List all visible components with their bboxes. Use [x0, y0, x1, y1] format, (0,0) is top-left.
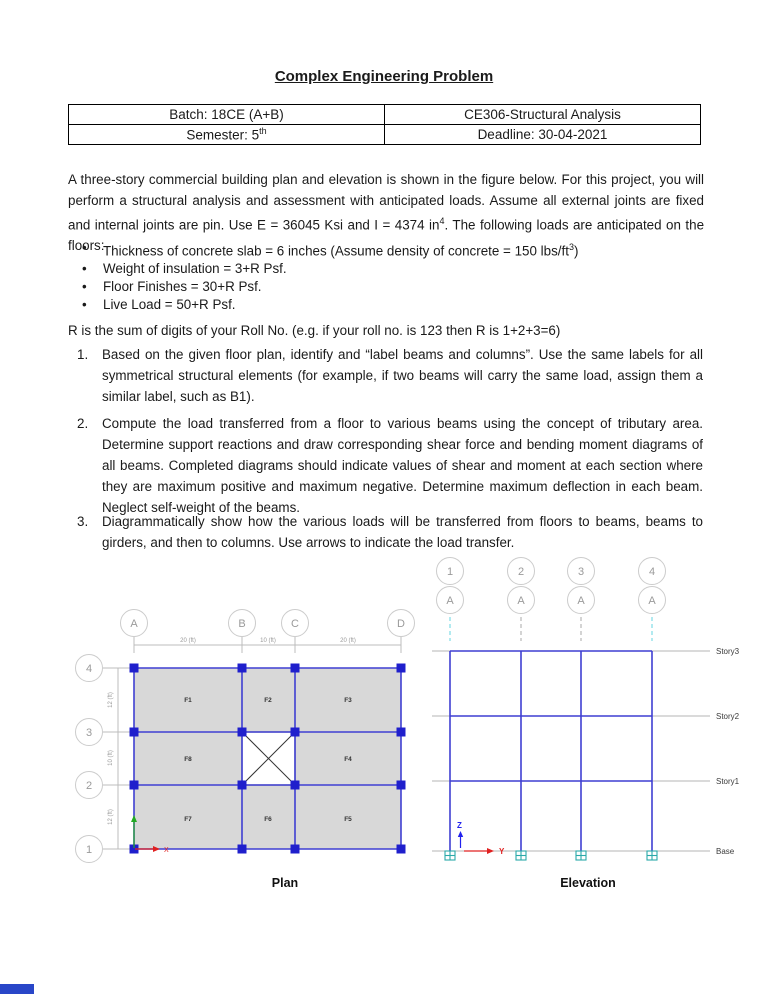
task-2	[77, 413, 703, 518]
task-number: 2.	[77, 416, 89, 431]
panel-label: F4	[344, 756, 352, 763]
semester-text: Semester: 5	[186, 127, 260, 143]
intro-text: A three-story commercial building plan and elevation is shown in the figure below. For this project, you will perform a structural analysis and assessment with anticipated loads. Assume all external joints are fixed and internal joints are pin. Use E = 36045 Ksi and I = 4374 in	[68, 172, 704, 233]
page-title: Complex Engineering Problem	[274, 68, 494, 85]
elevation-columns	[450, 651, 652, 851]
panel-label: F8	[184, 756, 192, 763]
panel-label: F3	[344, 697, 352, 704]
fixed-support-symbol	[576, 851, 586, 860]
task-1	[77, 344, 703, 407]
deadline-cell: Deadline: 30-04-2021	[385, 125, 701, 145]
plan-caption: Plan	[271, 876, 299, 890]
task-number: 1.	[77, 347, 89, 362]
task-number: 3.	[77, 514, 89, 529]
letter-bubble-label: A	[577, 595, 585, 607]
grid-bubble-label: 3	[577, 566, 585, 578]
base-supports	[445, 851, 657, 860]
grid-bubble-label: 2	[85, 780, 93, 792]
elevation-beams	[450, 651, 652, 781]
task-text: Based on the given floor plan, identify and “label beams and columns”. Use the same labels for all symmetrical structural elements (for example, if two beams will carry the same load, assign them a similar label, such as B1).	[102, 347, 703, 404]
story-reference-lines	[432, 647, 740, 856]
task-text: Compute the load transferred from a floor to various beams using the concept of tributary area. Determine support reactions and draw corresponding shear force and bending moment diagrams of all beams. Completed diagrams should indicate values of shear and moment at each section where they are maximum positive and maximum negative. Determine maximum deflection in each beam. Neglect self-weight of the beams.	[102, 416, 703, 515]
grid-bubble-label: C	[291, 618, 299, 630]
semester-superscript: th	[259, 126, 267, 137]
story-label: Story2	[716, 712, 740, 721]
slab-opening	[242, 732, 295, 785]
fixed-support-symbol	[647, 851, 657, 860]
grid-bubble-label: 2	[517, 566, 525, 578]
grid-bubble-label: 4	[85, 663, 93, 675]
load-slab-tail: )	[573, 243, 579, 259]
fixed-support-symbol	[445, 851, 455, 860]
story-label: Story1	[716, 777, 740, 786]
y-axis-label: Y	[499, 847, 505, 856]
dimension-label: 12 (ft)	[108, 809, 114, 825]
panel-label: F6	[264, 816, 272, 823]
grid-bubble-label: 3	[85, 727, 93, 739]
list-item: • Live Load = 50+R Psf.	[82, 296, 578, 314]
story-label: Story3	[716, 647, 740, 656]
intro-superscript: 4	[439, 216, 445, 226]
elevation-grid-bubbles	[437, 558, 666, 642]
loads-list	[82, 239, 578, 313]
top-dimension-line	[134, 638, 401, 645]
letter-bubble-label: A	[648, 595, 656, 607]
grid-bubble-label: B	[238, 618, 246, 630]
dimension-label: 10 (ft)	[260, 638, 276, 644]
table-row	[69, 125, 701, 145]
panel-label: F7	[184, 816, 192, 823]
z-axis-label: Z	[457, 821, 462, 830]
left-dimension-line	[108, 668, 125, 849]
figures-drawing	[0, 555, 768, 905]
letter-bubble-label: A	[446, 595, 454, 607]
course-cell: CE306-Structural Analysis	[385, 105, 701, 125]
panel-label: F5	[344, 816, 352, 823]
dimension-label: 20 (ft)	[340, 638, 356, 644]
grid-bubble-label: 1	[85, 844, 93, 856]
plan-figure	[76, 610, 415, 891]
intro-text-tail: . The following loads are anticipated on the floors:	[68, 217, 705, 254]
dimension-label: 20 (ft)	[180, 638, 196, 644]
semester-cell	[69, 125, 385, 145]
bottom-blue-bar	[0, 984, 34, 994]
story-label: Base	[716, 847, 735, 856]
list-item: • Weight of insulation = 3+R Psf.	[82, 260, 578, 278]
panel-label: F2	[264, 697, 272, 704]
grid-bubble-label: 4	[648, 566, 656, 578]
task-text: Diagrammatically show how the various loads will be transferred from floors to beams, beams to girders, and then to columns. Use arrows to indicate the load transfer.	[102, 514, 703, 550]
elevation-figure	[432, 647, 740, 890]
batch-cell: Batch: 18CE (A+B)	[69, 105, 385, 125]
dimension-label: 10 (ft)	[108, 750, 114, 766]
load-slab: Thickness of concrete slab = 6 inches (Assume density of concrete = 150 lbs/ft	[103, 243, 569, 259]
grid-bubble-label: 1	[446, 566, 454, 578]
z-axis-arrowhead	[458, 831, 463, 837]
task-3	[77, 511, 703, 553]
info-table	[68, 104, 701, 145]
y-axis-arrowhead	[487, 848, 494, 854]
x-axis-label: X	[164, 847, 169, 854]
load-slab-superscript: 3	[568, 242, 574, 252]
grid-bubble-label: A	[130, 618, 138, 630]
fixed-support-symbol	[516, 851, 526, 860]
dimension-label: 12 (ft)	[108, 692, 114, 708]
table-row	[69, 105, 701, 125]
letter-bubble-label: A	[517, 595, 525, 607]
list-item: • Floor Finishes = 30+R Psf.	[82, 278, 578, 296]
roll-number-note: R is the sum of digits of your Roll No. (e.g. if your roll no. is 123 then R is 1+2+3=6)	[68, 323, 561, 338]
elevation-caption: Elevation	[560, 876, 616, 890]
list-item	[82, 239, 578, 260]
panel-label: F1	[184, 697, 192, 704]
grid-bubble-label: D	[397, 618, 405, 630]
